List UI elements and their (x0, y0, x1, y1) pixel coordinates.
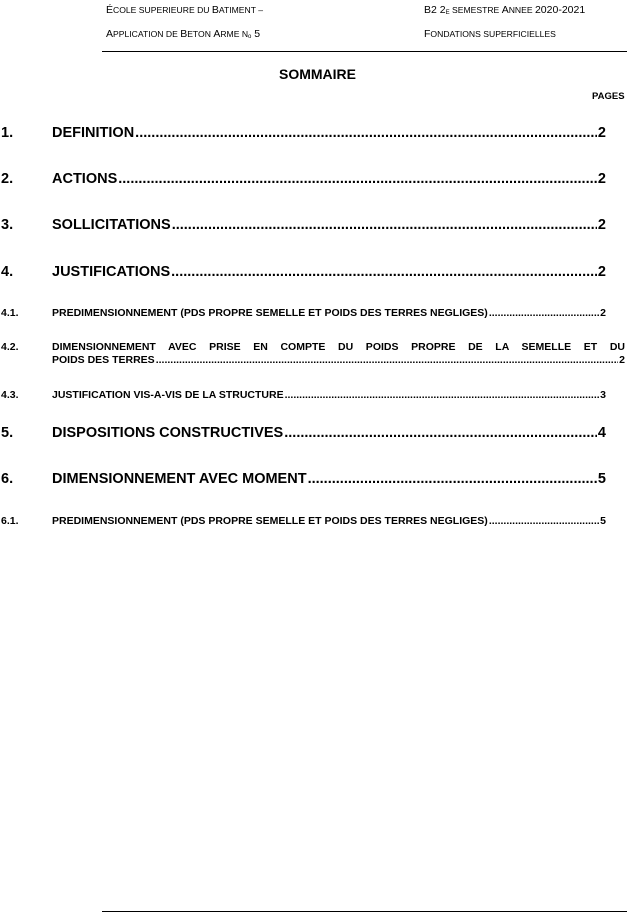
toc-entry-label: JUSTIFICATIONS (52, 264, 171, 280)
toc-leader-dots (489, 307, 599, 320)
toc-entry-label: PREDIMENSIONNEMENT (PDS PROPRE SEMELLE ET POIDS DES TERRES NEGLIGES) (52, 307, 488, 319)
toc-leader-dots (172, 216, 597, 234)
toc-entry-page: 2 (597, 171, 606, 187)
toc-entry-6[interactable] (0, 470, 606, 488)
toc-leader-dots (171, 263, 597, 281)
header-topic-text: ONDATIONS SUPERFICIELLES (430, 29, 556, 39)
pages-column-label: PAGES (592, 91, 625, 102)
toc-entry-page: 2 (597, 125, 606, 141)
toc-entry-number: 5. (1, 425, 14, 441)
toc-leader-dots (285, 389, 600, 402)
toc-entry-3[interactable] (0, 216, 606, 234)
header-course-b: B (180, 28, 188, 40)
toc-entry-page: 2 (619, 354, 625, 366)
toc-entry-6-1[interactable] (0, 515, 606, 528)
toc-entry-number: 2. (1, 171, 14, 187)
toc-entry-label: PREDIMENSIONNEMENT (PDS PROPRE SEMELLE ET POIDS DES TERRES NEGLIGES) (52, 515, 488, 527)
header-class-years: 2020-2021 (534, 4, 586, 16)
header-class-sup: E (445, 10, 450, 16)
header-course-a: A (106, 28, 114, 40)
header-class-prefix: B2 2 (424, 4, 446, 16)
toc-leader-dots (308, 470, 597, 488)
header-course-number: 5 (251, 28, 261, 40)
header-divider (102, 51, 627, 52)
toc-entry-number: 3. (1, 217, 14, 233)
footer-divider (102, 911, 627, 912)
toc-entry-page: 2 (597, 264, 606, 280)
header-school-initial: É (106, 4, 114, 16)
toc-entry-4-3[interactable] (0, 389, 606, 402)
toc-leader-dots (489, 515, 599, 528)
toc-entry-number: 4.3. (1, 389, 19, 401)
header-class-a: A (501, 4, 509, 16)
toc-leader-dots (135, 124, 597, 142)
header-course-text: PPLICATION DE (113, 29, 181, 39)
toc-entry-page: 2 (597, 217, 606, 233)
toc-entry-number: 6.1. (1, 515, 19, 527)
toc-entry-number: 4.2. (1, 341, 19, 353)
toc-entry-label: ACTIONS (52, 171, 118, 187)
header-class (424, 4, 585, 18)
toc-entry-number: 4.1. (1, 307, 19, 319)
toc-entry-label: JUSTIFICATION VIS-A-VIS DE LA STRUCTURE (52, 389, 284, 401)
header-course-arme-a: A (213, 28, 221, 40)
toc-entry-page: 5 (600, 515, 606, 527)
toc-entry-4-1[interactable] (0, 307, 606, 320)
header-course-eton: ETON (187, 29, 214, 39)
header-school (106, 4, 263, 16)
toc-entry-page: 5 (597, 471, 606, 487)
toc-entry-number: 4. (1, 264, 14, 280)
header-class-annee: NNEE (508, 5, 535, 15)
toc-entry-label: DIMENSIONNEMENT AVEC MOMENT (52, 471, 307, 487)
toc-entry-label-line1: DIMENSIONNEMENT AVEC PRISE EN COMPTE DU POIDS PROPRE DE LA SEMELLE ET DU (52, 341, 625, 353)
toc-entry-2[interactable] (0, 170, 606, 188)
header-school-text-end: ATIMENT – (218, 5, 263, 15)
header-course-degree: o (248, 34, 252, 40)
toc-entry-number: 1. (1, 125, 14, 141)
header-school-text: COLE SUPERIEURE DU (113, 5, 212, 15)
toc-entry-label-line2: POIDS DES TERRES (52, 354, 155, 366)
toc-title: SOMMAIRE (279, 66, 356, 82)
header-course (106, 28, 260, 42)
toc-entry-4[interactable] (0, 263, 606, 281)
toc-entry-number: 6. (1, 471, 14, 487)
toc-entry-4-2[interactable] (0, 341, 625, 367)
toc-entry-label: DEFINITION (52, 125, 135, 141)
toc-entry-page: 2 (600, 307, 606, 319)
header-topic-f: F (424, 28, 431, 40)
header-course-rme: RME N (220, 29, 249, 39)
toc-entry-5[interactable] (0, 424, 606, 442)
toc-entry-label: DISPOSITIONS CONSTRUCTIVES (52, 425, 284, 441)
toc-leader-dots (118, 170, 597, 188)
toc-entry-label: SOLLICITATIONS (52, 217, 171, 233)
header-school-b: B (211, 4, 219, 16)
header-topic (424, 28, 556, 40)
toc-entry-page: 3 (600, 389, 606, 401)
toc-entry-page: 4 (597, 425, 606, 441)
toc-leader-dots (284, 424, 597, 442)
header-class-semestre: SEMESTRE (449, 5, 502, 15)
toc-entry-1[interactable] (0, 124, 606, 142)
toc-leader-dots (156, 354, 618, 367)
